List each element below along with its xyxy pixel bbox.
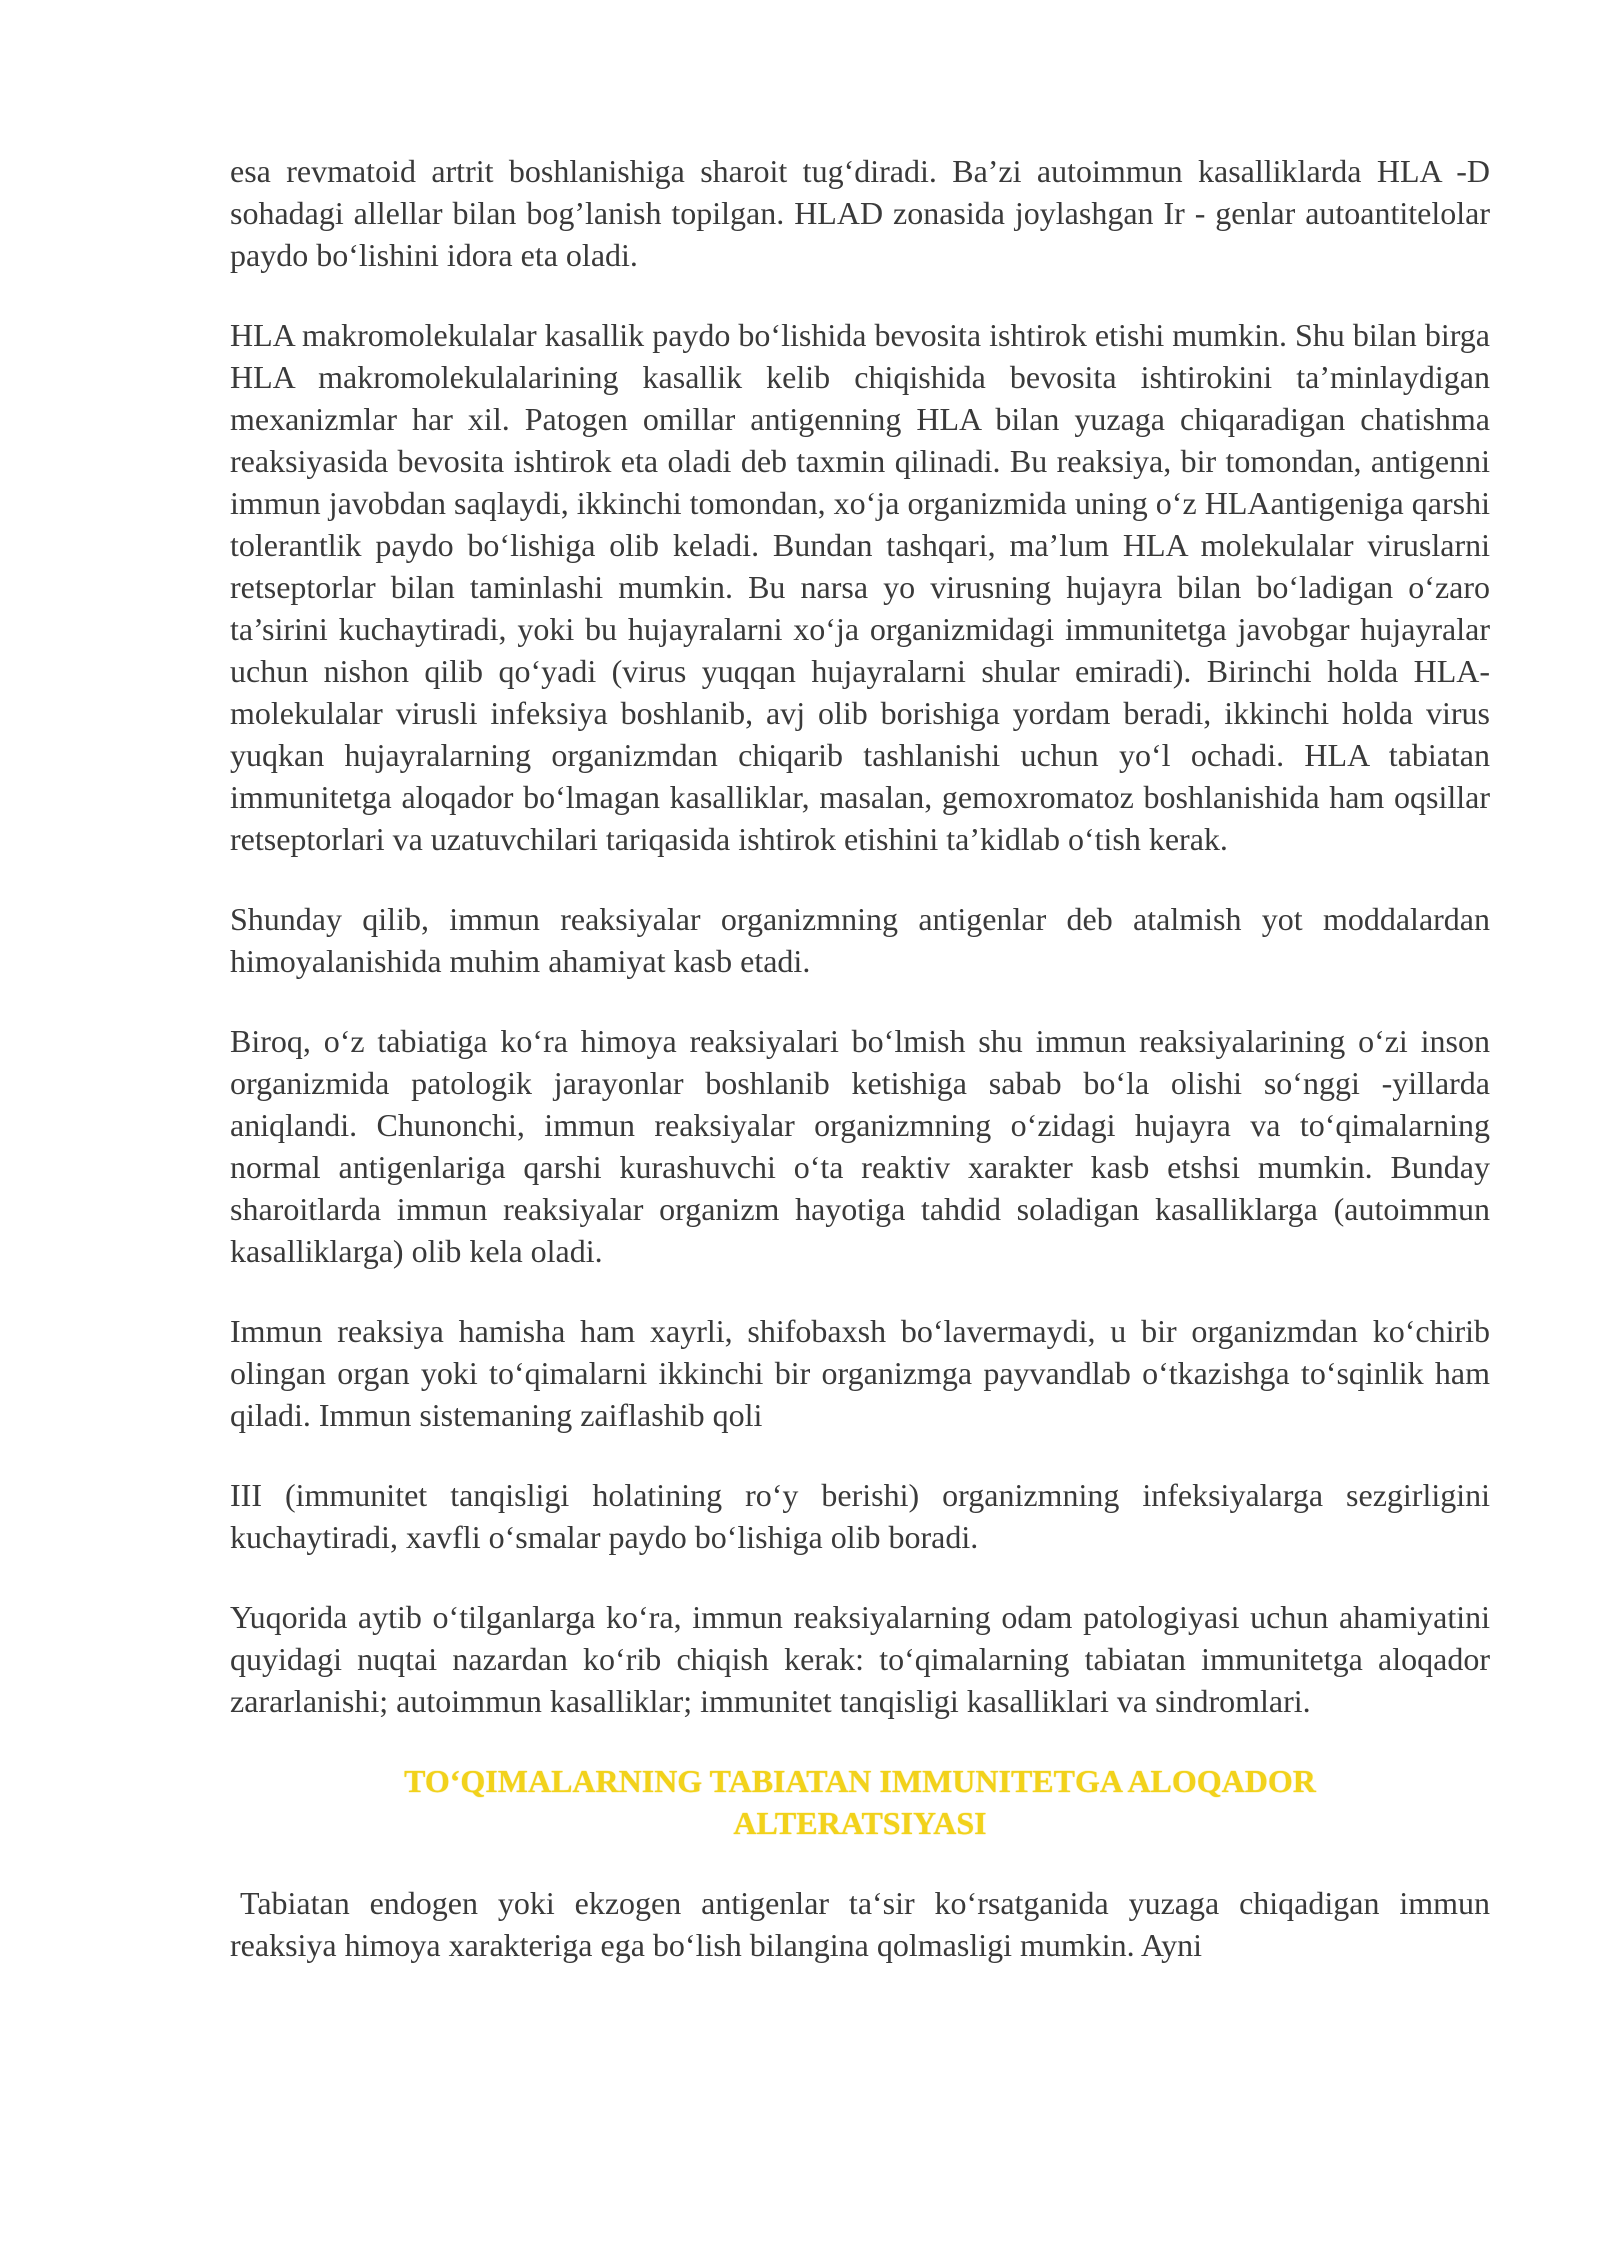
paragraph-hla-d-association: esa revmatoid artrit boshlanishiga sharoit tugʻdiradi. Ba’zi autoimmun kasalliklarda HLA -D sohadagi allellar bilan bog’lanish topilgan. HLAD zonasida joylashgan Ir - genlar autoantitelolar paydo boʻlishini idora eta oladi.	[230, 153, 1490, 273]
paragraph-pathologic-processes: Biroq, oʻz tabiatiga koʻra himoya reaksiyalari boʻlmish shu immun reaksiyalarining oʻzi inson organizmida patologik jarayonlar boshlanib ketishiga sabab boʻla olishi soʻnggi -yillarda aniqlandi. Chunonchi, immun reaksiyalar organizmning oʻzidagi hujayra va toʻqimalarning normal antigenlariga qarshi kurashuvchi oʻta reaktiv xarakter kasb etshsi mumkin. Bunday sharoitlarda immun reaksiyalar organizm hayotiga tahdid soladigan kasalliklarga (autoimmun kasalliklarga) olib kela oladi.	[230, 1023, 1490, 1269]
paragraph-section-intro: Tabiatan endogen yoki ekzogen antigenlar taʻsir koʻrsatganida yuzaga chiqadigan immun reaksiya himoya xarakteriga ega boʻlish bilangina qolmasligi mumkin. Ayni	[230, 1885, 1490, 1963]
section-heading	[230, 1760, 1490, 1844]
section-heading-line-1: TOʻQIMALARNING TABIATAN IMMUNITETGA ALOQADOR	[404, 1763, 1316, 1799]
paragraph-hla-macromolecules: HLA makromolekulalar kasallik paydo boʻlishida bevosita ishtirok etishi mumkin. Shu bilan birga HLA makromolekulalarining kasallik kelib chiqishida bevosita ishtirokini ta’minlaydigan mexanizmlar har xil. Patogen omillar antigenning HLA bilan yuzaga chiqaradigan chatishma reaksiyasida bevosita ishtirok eta oladi deb taxmin qilinadi. Bu reaksiya, bir tomondan, antigenni immun javobdan saqlaydi, ikkinchi tomondan, xoʻja organizmida uning oʻz HLAantigeniga qarshi tolerantlik paydo boʻlishiga olib keladi. Bundan tashqari, ma’lum HLA molekulalar viruslarni retseptorlar bilan taminlashi mumkin. Bu narsa yo virusning hujayra bilan boʻladigan oʻzaro ta’sirini kuchaytiradi, yoki bu hujayralarni xoʻja organizmidagi immunitetga javobgar hujayralar uchun nishon qilib qoʻyadi (virus yuqqan hujayralarni shular emiradi). Birinchi holda HLA-molekulalar virusli infeksiya boshlanib, avj olib borishiga yordam beradi, ikkinchi holda virus yuqkan hujayralarning organizmdan chiqarib tashlanishi uchun yoʻl ochadi. HLA tabiatan immunitetga aloqador boʻlmagan kasalliklar, masalan, gemoxromatoz boshlanishida ham oqsillar retseptorlari va uzatuvchilari tariqasida ishtirok etishini ta’kidlab oʻtish kerak.	[230, 317, 1490, 857]
paragraph-summary: Yuqorida aytib oʻtilganlarga koʻra, immun reaksiyalarning odam patologiyasi uchun ahamiyatini quyidagi nuqtai nazardan koʻrib chiqish kerak: toʻqimalarning tabiatan immunitetga aloqador zararlanishi; autoimmun kasalliklar; immunitet tanqisligi kasalliklari va sindromlari.	[230, 1599, 1490, 1719]
paragraph-immunodeficiency: III (immunitet tanqisligi holatining roʻy berishi) organizmning infeksiyalarga sezgirligini kuchaytiradi, xavfli oʻsmalar paydo boʻlishiga olib boradi.	[230, 1477, 1490, 1555]
paragraph-transplant-rejection: Immun reaksiya hamisha ham xayrli, shifobaxsh boʻlavermaydi, u bir organizmdan koʻchirib olingan organ yoki toʻqimalarni ikkinchi bir organizmga payvandlab oʻtkazishga toʻsqinlik ham qiladi. Immun sistemaning zaiflashib qoli	[230, 1313, 1490, 1433]
paragraph-immune-protection: Shunday qilib, immun reaksiyalar organizmning antigenlar deb atalmish yot moddalardan himoyalanishida muhim ahamiyat kasb etadi.	[230, 901, 1490, 979]
document-page	[230, 150, 1490, 2004]
section-heading-line-2: ALTERATSIYASI	[733, 1805, 987, 1841]
